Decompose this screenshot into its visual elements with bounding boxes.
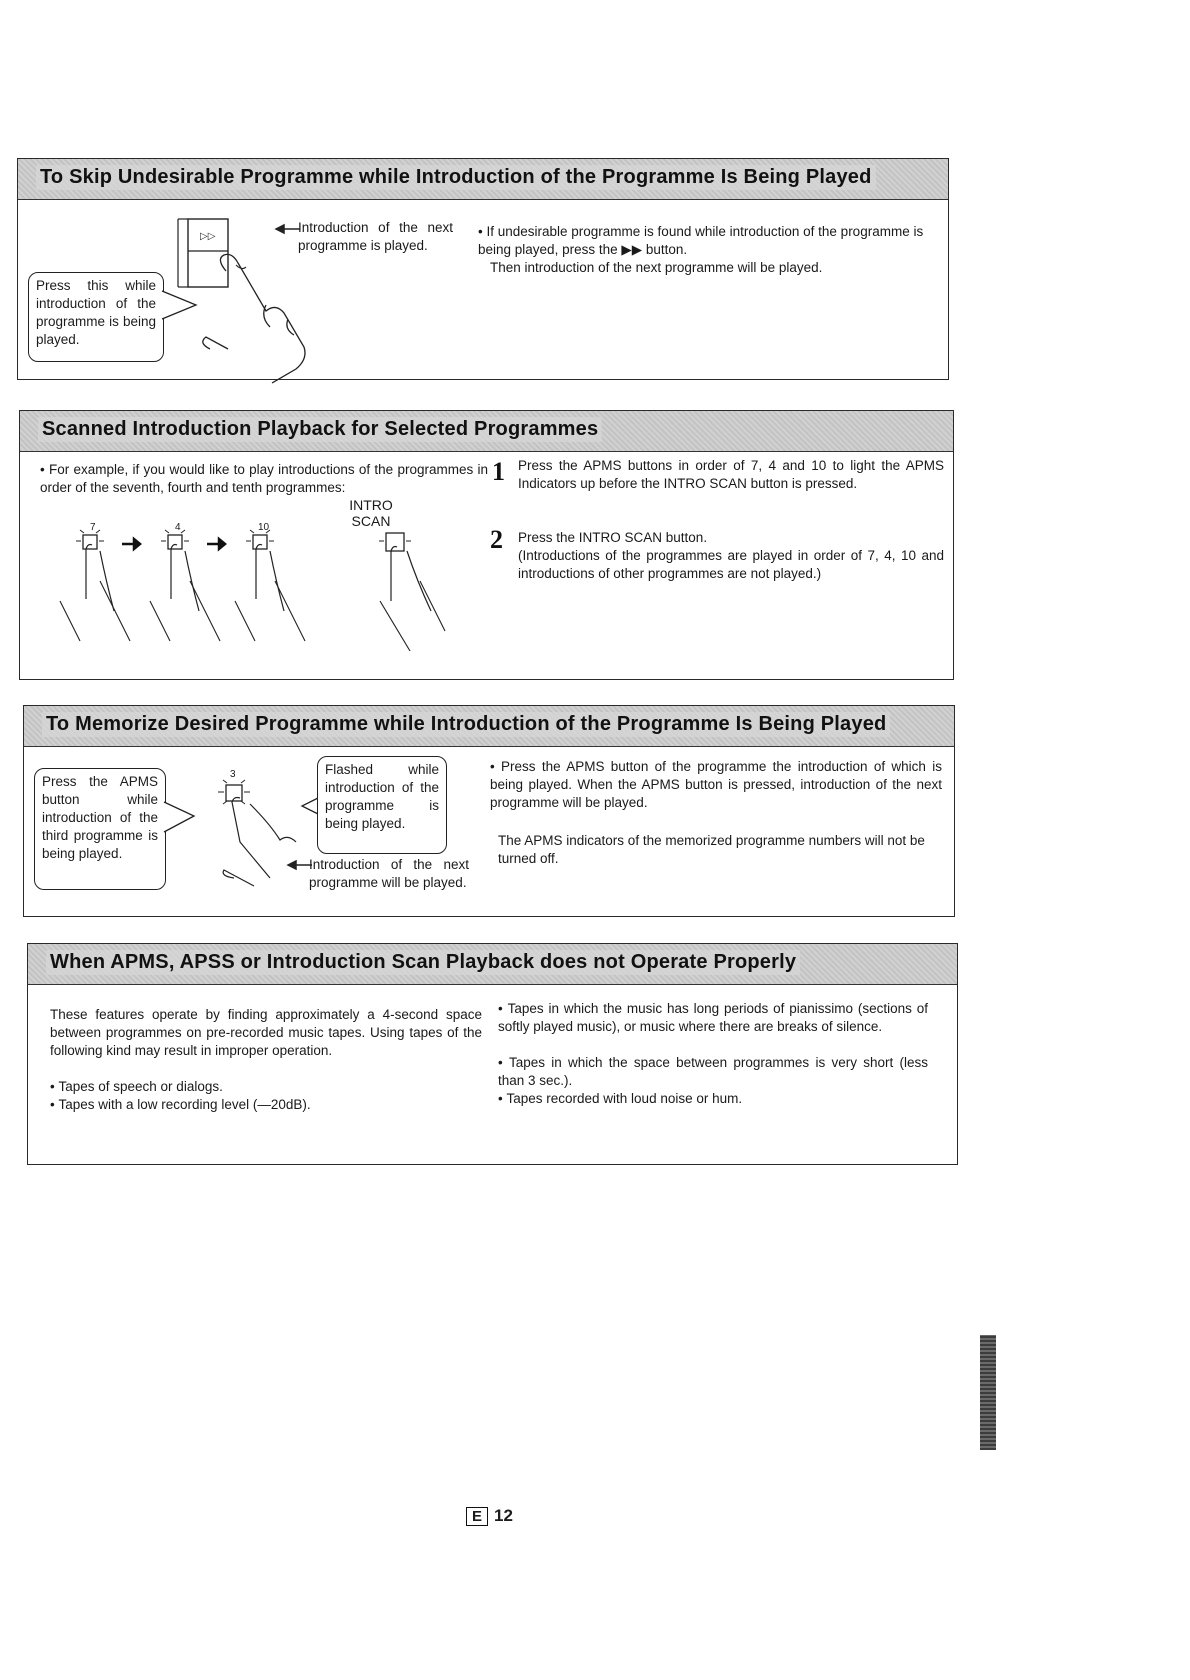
arrow-right-icon	[207, 539, 225, 549]
apms-label-3: 3	[230, 769, 236, 780]
hand-icon	[60, 581, 445, 651]
apms-label-7: 7	[90, 522, 96, 533]
trouble-left-item: • Tapes with a low recording level (—20dB).	[50, 1096, 482, 1114]
section-title: When APMS, APSS or Introduction Scan Playback does not Operate Properly	[46, 950, 800, 975]
memorize-callout-right	[317, 756, 447, 854]
trouble-right-item: • Tapes in which the space between programmes is very short (less than 3 sec.).	[498, 1054, 928, 1090]
apms-button-7	[76, 530, 114, 611]
step-1-number: 1	[492, 457, 505, 486]
section-title: To Skip Undesirable Programme while Introduction of the Programme Is Being Played	[36, 165, 876, 190]
page-number	[466, 1506, 513, 1526]
apms-button-10	[246, 530, 284, 611]
step-1-text: Press the APMS buttons in order of 7, 4 and 10 to light the APMS Indicators up before the INTRO SCAN button is pressed.	[518, 458, 944, 491]
apms-label-10: 10	[258, 522, 270, 533]
section-skip-programme	[17, 158, 949, 380]
skip-body-line1: • If undesirable programme is found while introduction of the programme is being played, press the ▶▶ button.	[478, 223, 938, 259]
step-2-text: Press the INTRO SCAN button.	[518, 530, 708, 545]
skip-arrow-note: Introduction of the next programme is played.	[298, 220, 453, 253]
trouble-right-item: • Tapes in which the music has long periods of pianissimo (sections of softly played music), or music where there are breaks of silence.	[498, 1000, 928, 1036]
step-2-number: 2	[490, 525, 503, 554]
skip-body	[478, 223, 938, 277]
page-number-value: 12	[494, 1506, 513, 1525]
apms-label-4: 4	[175, 522, 181, 533]
trouble-right-item: • Tapes recorded with loud noise or hum.	[498, 1090, 928, 1108]
section-header	[18, 159, 948, 200]
skip-body-line2: Then introduction of the next programme will be played.	[490, 260, 823, 275]
section-header	[20, 411, 953, 452]
section-title: Scanned Introduction Playback for Selected Programmes	[38, 417, 602, 442]
section-header	[24, 706, 954, 747]
section-troubleshooting	[27, 943, 958, 1165]
memorize-callout-right-text: Flashed while introduction of the programme is being played.	[325, 762, 439, 831]
scan-example: • For example, if you would like to play introductions of the programmes in order of the seventh, fourth and tenth programmes:	[40, 461, 488, 497]
callout-pointer	[162, 289, 202, 329]
thumb-index-tab	[980, 1335, 996, 1450]
intro-scan-button	[379, 533, 431, 611]
section-scanned-introduction	[19, 410, 954, 680]
memorize-callout-left-text: Press the APMS button while introduction of the third programme is being played.	[42, 774, 158, 861]
language-mark: E	[466, 1507, 488, 1526]
memorize-callout-left	[34, 768, 166, 890]
svg-text:▷▷: ▷▷	[200, 231, 216, 242]
trouble-intro: These features operate by finding approximately a 4-second space between programmes on pre-recorded music tapes. Using tapes of the following kind may result in improper operation.	[50, 1007, 482, 1058]
section-memorize-programme	[23, 705, 955, 917]
skip-callout	[28, 272, 164, 362]
memorize-body1: • Press the APMS button of the programme the introduction of which is being played. When the APMS button is pressed, introduction of the next programme will be played.	[490, 758, 942, 812]
memorize-body2: The APMS indicators of the memorized programme numbers will not be turned off.	[498, 833, 925, 866]
skip-callout-text: Press this while introduction of the programme is being played.	[36, 278, 156, 347]
trouble-left-item: • Tapes of speech or dialogs.	[50, 1078, 482, 1096]
arrow-right-icon	[122, 539, 140, 549]
apms-button-sequence	[50, 521, 470, 671]
apms-button-4	[161, 530, 199, 611]
memorize-arrow-note: Introduction of the next programme will be played.	[309, 857, 469, 890]
section-title: To Memorize Desired Programme while Introduction of the Programme Is Being Played	[42, 712, 890, 737]
section-header	[28, 944, 957, 985]
intro-scan-label: INTRO SCAN	[349, 497, 393, 529]
button-panel	[188, 219, 228, 287]
step-2-note: (Introductions of the programmes are played in order of 7, 4, 10 and introductions of other programmes are not played.)	[518, 548, 944, 581]
hand-icon	[223, 798, 296, 887]
